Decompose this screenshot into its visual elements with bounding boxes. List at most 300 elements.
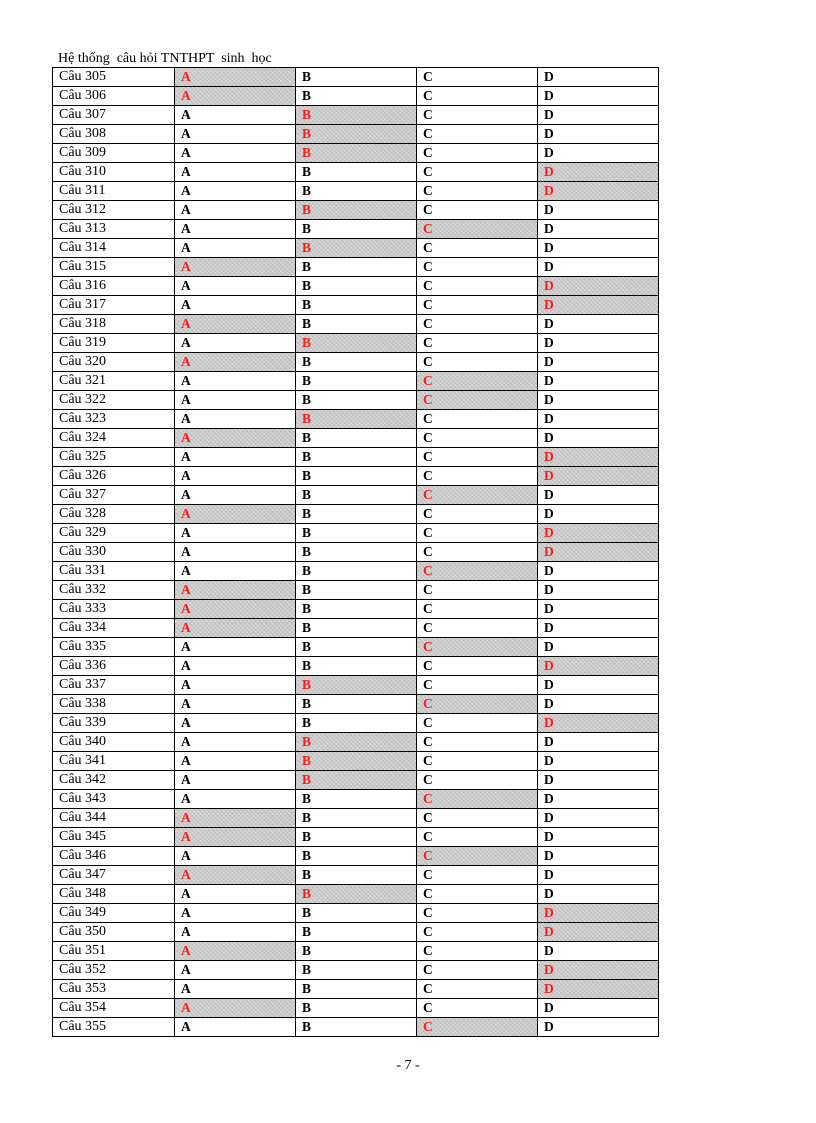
option-cell: A xyxy=(175,144,296,163)
option-cell: B xyxy=(296,315,417,334)
option-cell: D xyxy=(538,391,659,410)
correct-option-cell: A xyxy=(175,999,296,1018)
option-cell: C xyxy=(417,410,538,429)
option-cell: C xyxy=(417,524,538,543)
table-row xyxy=(53,961,659,980)
correct-option-cell: B xyxy=(296,733,417,752)
option-cell: C xyxy=(417,828,538,847)
table-row xyxy=(53,562,659,581)
option-cell: B xyxy=(296,562,417,581)
question-label: Câu 317 xyxy=(53,296,175,315)
table-row xyxy=(53,980,659,999)
table-row xyxy=(53,657,659,676)
option-cell: B xyxy=(296,904,417,923)
option-cell: D xyxy=(538,353,659,372)
option-cell: C xyxy=(417,182,538,201)
option-cell: A xyxy=(175,657,296,676)
correct-option-cell: D xyxy=(538,448,659,467)
option-cell: C xyxy=(417,258,538,277)
question-label: Câu 309 xyxy=(53,144,175,163)
question-label: Câu 315 xyxy=(53,258,175,277)
option-cell: A xyxy=(175,676,296,695)
option-cell: C xyxy=(417,676,538,695)
correct-option-cell: B xyxy=(296,239,417,258)
table-row xyxy=(53,372,659,391)
option-cell: A xyxy=(175,1018,296,1037)
correct-option-cell: A xyxy=(175,315,296,334)
option-cell: A xyxy=(175,391,296,410)
option-cell: B xyxy=(296,353,417,372)
option-cell: D xyxy=(538,866,659,885)
table-row xyxy=(53,923,659,942)
option-cell: D xyxy=(538,885,659,904)
option-cell: C xyxy=(417,581,538,600)
question-label: Câu 329 xyxy=(53,524,175,543)
question-label: Câu 350 xyxy=(53,923,175,942)
table-row xyxy=(53,581,659,600)
question-label: Câu 312 xyxy=(53,201,175,220)
correct-option-cell: A xyxy=(175,619,296,638)
page-number: - 7 - xyxy=(396,1058,420,1073)
option-cell: D xyxy=(538,1018,659,1037)
option-cell: B xyxy=(296,296,417,315)
question-label: Câu 320 xyxy=(53,353,175,372)
option-cell: A xyxy=(175,486,296,505)
option-cell: B xyxy=(296,923,417,942)
correct-option-cell: D xyxy=(538,543,659,562)
correct-option-cell: C xyxy=(417,790,538,809)
question-label: Câu 349 xyxy=(53,904,175,923)
table-row xyxy=(53,201,659,220)
option-cell: D xyxy=(538,68,659,87)
option-cell: C xyxy=(417,144,538,163)
option-cell: A xyxy=(175,448,296,467)
table-row xyxy=(53,429,659,448)
option-cell: B xyxy=(296,448,417,467)
question-label: Câu 345 xyxy=(53,828,175,847)
table-row xyxy=(53,239,659,258)
table-row xyxy=(53,828,659,847)
option-cell: C xyxy=(417,201,538,220)
table-row xyxy=(53,771,659,790)
option-cell: C xyxy=(417,923,538,942)
option-cell: A xyxy=(175,904,296,923)
table-row xyxy=(53,315,659,334)
option-cell: A xyxy=(175,163,296,182)
option-cell: A xyxy=(175,125,296,144)
correct-option-cell: B xyxy=(296,106,417,125)
option-cell: A xyxy=(175,923,296,942)
table-row xyxy=(53,163,659,182)
option-cell: B xyxy=(296,999,417,1018)
table-row xyxy=(53,87,659,106)
option-cell: C xyxy=(417,809,538,828)
option-cell: B xyxy=(296,182,417,201)
option-cell: D xyxy=(538,258,659,277)
option-cell: C xyxy=(417,885,538,904)
correct-option-cell: A xyxy=(175,353,296,372)
option-cell: D xyxy=(538,619,659,638)
correct-option-cell: A xyxy=(175,600,296,619)
question-label: Câu 339 xyxy=(53,714,175,733)
table-row xyxy=(53,866,659,885)
option-cell: C xyxy=(417,961,538,980)
table-row xyxy=(53,790,659,809)
correct-option-cell: C xyxy=(417,847,538,866)
correct-option-cell: B xyxy=(296,752,417,771)
correct-option-cell: A xyxy=(175,429,296,448)
option-cell: A xyxy=(175,695,296,714)
option-cell: C xyxy=(417,714,538,733)
correct-option-cell: B xyxy=(296,885,417,904)
table-row xyxy=(53,68,659,87)
question-label: Câu 340 xyxy=(53,733,175,752)
option-cell: A xyxy=(175,752,296,771)
option-cell: B xyxy=(296,258,417,277)
option-cell: A xyxy=(175,961,296,980)
option-cell: D xyxy=(538,676,659,695)
option-cell: A xyxy=(175,562,296,581)
correct-option-cell: C xyxy=(417,220,538,239)
option-cell: A xyxy=(175,334,296,353)
question-label: Câu 344 xyxy=(53,809,175,828)
correct-option-cell: C xyxy=(417,391,538,410)
correct-option-cell: A xyxy=(175,942,296,961)
option-cell: A xyxy=(175,201,296,220)
question-label: Câu 334 xyxy=(53,619,175,638)
option-cell: C xyxy=(417,429,538,448)
question-label: Câu 305 xyxy=(53,68,175,87)
option-cell: D xyxy=(538,505,659,524)
option-cell: D xyxy=(538,562,659,581)
question-label: Câu 314 xyxy=(53,239,175,258)
option-cell: C xyxy=(417,239,538,258)
question-label: Câu 321 xyxy=(53,372,175,391)
option-cell: C xyxy=(417,980,538,999)
table-row xyxy=(53,182,659,201)
table-row xyxy=(53,752,659,771)
question-label: Câu 354 xyxy=(53,999,175,1018)
option-cell: B xyxy=(296,486,417,505)
correct-option-cell: A xyxy=(175,68,296,87)
correct-option-cell: D xyxy=(538,904,659,923)
question-label: Câu 330 xyxy=(53,543,175,562)
option-cell: D xyxy=(538,809,659,828)
option-cell: D xyxy=(538,828,659,847)
option-cell: A xyxy=(175,277,296,296)
option-cell: B xyxy=(296,581,417,600)
table-row xyxy=(53,695,659,714)
correct-option-cell: B xyxy=(296,144,417,163)
option-cell: D xyxy=(538,942,659,961)
option-cell: B xyxy=(296,600,417,619)
correct-option-cell: A xyxy=(175,87,296,106)
option-cell: D xyxy=(538,106,659,125)
correct-option-cell: D xyxy=(538,467,659,486)
table-row xyxy=(53,391,659,410)
question-label: Câu 318 xyxy=(53,315,175,334)
table-row xyxy=(53,353,659,372)
option-cell: B xyxy=(296,429,417,448)
question-label: Câu 355 xyxy=(53,1018,175,1037)
option-cell: D xyxy=(538,220,659,239)
option-cell: A xyxy=(175,182,296,201)
option-cell: B xyxy=(296,657,417,676)
question-label: Câu 333 xyxy=(53,600,175,619)
table-row xyxy=(53,410,659,429)
option-cell: A xyxy=(175,980,296,999)
option-cell: D xyxy=(538,771,659,790)
correct-option-cell: D xyxy=(538,163,659,182)
correct-option-cell: D xyxy=(538,524,659,543)
option-cell: B xyxy=(296,543,417,562)
question-label: Câu 313 xyxy=(53,220,175,239)
table-row xyxy=(53,106,659,125)
correct-option-cell: C xyxy=(417,1018,538,1037)
option-cell: B xyxy=(296,505,417,524)
correct-option-cell: A xyxy=(175,828,296,847)
option-cell: B xyxy=(296,866,417,885)
correct-option-cell: C xyxy=(417,695,538,714)
question-label: Câu 337 xyxy=(53,676,175,695)
option-cell: C xyxy=(417,353,538,372)
option-cell: B xyxy=(296,220,417,239)
question-label: Câu 308 xyxy=(53,125,175,144)
correct-option-cell: C xyxy=(417,486,538,505)
option-cell: C xyxy=(417,125,538,144)
question-label: Câu 332 xyxy=(53,581,175,600)
table-row xyxy=(53,144,659,163)
option-cell: D xyxy=(538,410,659,429)
table-row xyxy=(53,258,659,277)
option-cell: D xyxy=(538,999,659,1018)
option-cell: B xyxy=(296,163,417,182)
table-row xyxy=(53,524,659,543)
table-row xyxy=(53,334,659,353)
option-cell: D xyxy=(538,315,659,334)
option-cell: C xyxy=(417,904,538,923)
correct-option-cell: B xyxy=(296,125,417,144)
option-cell: A xyxy=(175,372,296,391)
option-cell: A xyxy=(175,638,296,657)
option-cell: B xyxy=(296,372,417,391)
correct-option-cell: A xyxy=(175,866,296,885)
option-cell: D xyxy=(538,581,659,600)
question-label: Câu 306 xyxy=(53,87,175,106)
question-label: Câu 335 xyxy=(53,638,175,657)
option-cell: B xyxy=(296,638,417,657)
option-cell: D xyxy=(538,847,659,866)
option-cell: B xyxy=(296,847,417,866)
option-cell: C xyxy=(417,505,538,524)
option-cell: C xyxy=(417,600,538,619)
option-cell: C xyxy=(417,999,538,1018)
option-cell: C xyxy=(417,163,538,182)
option-cell: C xyxy=(417,87,538,106)
option-cell: C xyxy=(417,752,538,771)
option-cell: C xyxy=(417,68,538,87)
option-cell: A xyxy=(175,771,296,790)
option-cell: B xyxy=(296,695,417,714)
option-cell: D xyxy=(538,752,659,771)
option-cell: A xyxy=(175,239,296,258)
correct-option-cell: D xyxy=(538,961,659,980)
table-row xyxy=(53,904,659,923)
table-row xyxy=(53,619,659,638)
table-row xyxy=(53,809,659,828)
correct-option-cell: B xyxy=(296,201,417,220)
table-row xyxy=(53,125,659,144)
table-row xyxy=(53,505,659,524)
correct-option-cell: D xyxy=(538,980,659,999)
option-cell: D xyxy=(538,733,659,752)
option-cell: B xyxy=(296,942,417,961)
table-row xyxy=(53,733,659,752)
option-cell: B xyxy=(296,980,417,999)
table-row xyxy=(53,220,659,239)
question-label: Câu 323 xyxy=(53,410,175,429)
correct-option-cell: D xyxy=(538,296,659,315)
option-cell: D xyxy=(538,429,659,448)
correct-option-cell: C xyxy=(417,638,538,657)
option-cell: B xyxy=(296,790,417,809)
correct-option-cell: A xyxy=(175,581,296,600)
table-row xyxy=(53,448,659,467)
option-cell: A xyxy=(175,714,296,733)
option-cell: A xyxy=(175,524,296,543)
option-cell: C xyxy=(417,448,538,467)
option-cell: B xyxy=(296,68,417,87)
question-label: Câu 310 xyxy=(53,163,175,182)
question-label: Câu 348 xyxy=(53,885,175,904)
correct-option-cell: B xyxy=(296,410,417,429)
option-cell: D xyxy=(538,87,659,106)
option-cell: C xyxy=(417,277,538,296)
option-cell: A xyxy=(175,885,296,904)
correct-option-cell: A xyxy=(175,505,296,524)
option-cell: A xyxy=(175,296,296,315)
option-cell: D xyxy=(538,372,659,391)
table-row xyxy=(53,676,659,695)
option-cell: C xyxy=(417,296,538,315)
question-label: Câu 316 xyxy=(53,277,175,296)
correct-option-cell: D xyxy=(538,923,659,942)
option-cell: C xyxy=(417,942,538,961)
question-label: Câu 338 xyxy=(53,695,175,714)
option-cell: A xyxy=(175,467,296,486)
table-row xyxy=(53,1018,659,1037)
answer-key-table xyxy=(52,67,659,1037)
document-header: Hệ thống câu hỏi TNTHPT sinh học xyxy=(58,51,272,66)
question-label: Câu 351 xyxy=(53,942,175,961)
option-cell: C xyxy=(417,657,538,676)
question-label: Câu 325 xyxy=(53,448,175,467)
option-cell: A xyxy=(175,847,296,866)
question-label: Câu 343 xyxy=(53,790,175,809)
answer-key-body xyxy=(53,68,659,1037)
question-label: Câu 346 xyxy=(53,847,175,866)
table-row xyxy=(53,885,659,904)
correct-option-cell: A xyxy=(175,258,296,277)
option-cell: C xyxy=(417,866,538,885)
correct-option-cell: D xyxy=(538,182,659,201)
option-cell: B xyxy=(296,467,417,486)
option-cell: D xyxy=(538,201,659,220)
option-cell: A xyxy=(175,733,296,752)
option-cell: A xyxy=(175,220,296,239)
option-cell: D xyxy=(538,695,659,714)
option-cell: C xyxy=(417,771,538,790)
option-cell: D xyxy=(538,600,659,619)
question-label: Câu 341 xyxy=(53,752,175,771)
option-cell: A xyxy=(175,543,296,562)
table-row xyxy=(53,296,659,315)
option-cell: A xyxy=(175,790,296,809)
table-row xyxy=(53,847,659,866)
option-cell: B xyxy=(296,809,417,828)
question-label: Câu 353 xyxy=(53,980,175,999)
question-label: Câu 319 xyxy=(53,334,175,353)
question-label: Câu 342 xyxy=(53,771,175,790)
table-row xyxy=(53,467,659,486)
table-row xyxy=(53,277,659,296)
option-cell: C xyxy=(417,543,538,562)
option-cell: B xyxy=(296,714,417,733)
correct-option-cell: D xyxy=(538,714,659,733)
question-label: Câu 347 xyxy=(53,866,175,885)
correct-option-cell: D xyxy=(538,657,659,676)
option-cell: B xyxy=(296,87,417,106)
option-cell: C xyxy=(417,106,538,125)
question-label: Câu 311 xyxy=(53,182,175,201)
table-row xyxy=(53,486,659,505)
option-cell: D xyxy=(538,638,659,657)
question-label: Câu 322 xyxy=(53,391,175,410)
option-cell: C xyxy=(417,334,538,353)
table-row xyxy=(53,714,659,733)
question-label: Câu 336 xyxy=(53,657,175,676)
question-label: Câu 352 xyxy=(53,961,175,980)
option-cell: C xyxy=(417,619,538,638)
correct-option-cell: C xyxy=(417,372,538,391)
table-row xyxy=(53,543,659,562)
option-cell: D xyxy=(538,334,659,353)
correct-option-cell: B xyxy=(296,676,417,695)
question-label: Câu 328 xyxy=(53,505,175,524)
option-cell: B xyxy=(296,524,417,543)
option-cell: B xyxy=(296,1018,417,1037)
option-cell: A xyxy=(175,106,296,125)
option-cell: D xyxy=(538,144,659,163)
question-label: Câu 324 xyxy=(53,429,175,448)
question-label: Câu 326 xyxy=(53,467,175,486)
option-cell: B xyxy=(296,961,417,980)
option-cell: D xyxy=(538,486,659,505)
correct-option-cell: C xyxy=(417,562,538,581)
option-cell: D xyxy=(538,790,659,809)
option-cell: B xyxy=(296,828,417,847)
option-cell: D xyxy=(538,125,659,144)
option-cell: C xyxy=(417,467,538,486)
question-label: Câu 327 xyxy=(53,486,175,505)
option-cell: A xyxy=(175,410,296,429)
option-cell: B xyxy=(296,391,417,410)
option-cell: C xyxy=(417,315,538,334)
option-cell: B xyxy=(296,619,417,638)
option-cell: C xyxy=(417,733,538,752)
correct-option-cell: D xyxy=(538,277,659,296)
option-cell: D xyxy=(538,239,659,258)
